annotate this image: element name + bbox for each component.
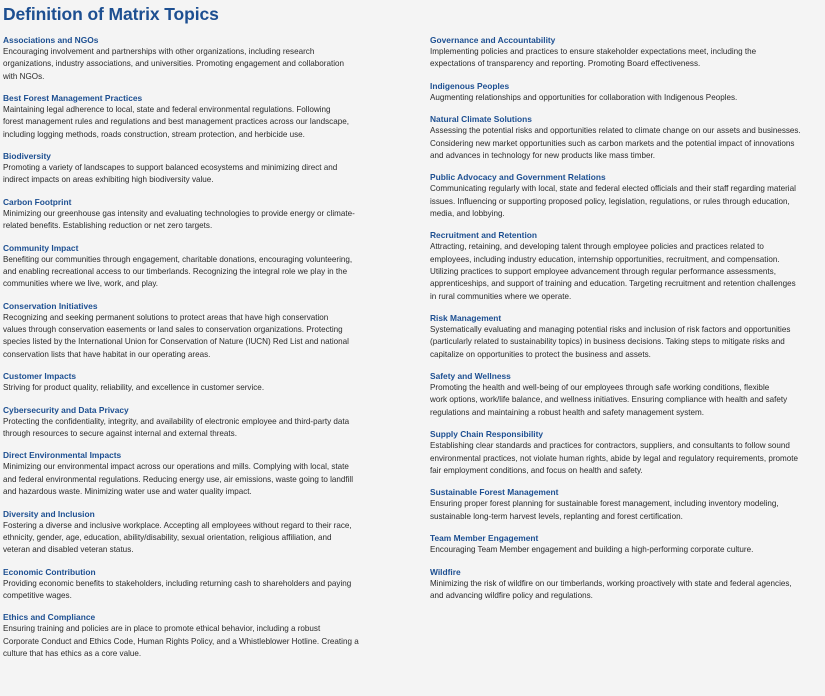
topic-description-line: Attracting, retaining, and developing talent through employee policies and practices related to xyxy=(430,242,764,252)
topic-wildfire xyxy=(430,566,822,603)
topic-supply-chain-responsibility xyxy=(430,428,822,477)
topic-description-line: Benefiting our communities through engagement, charitable donations, encouraging volunteering, xyxy=(3,254,353,264)
topic-title: Wildfire xyxy=(430,566,461,577)
topic-recruitment-and-retention xyxy=(430,229,822,302)
topic-title: Safety and Wellness xyxy=(430,371,511,382)
topic-description-line: regulations and maintaining a robust health and safety management system. xyxy=(430,407,705,417)
topic-biodiversity xyxy=(3,150,381,187)
topic-description-line: in rural communities where we operate. xyxy=(430,291,572,301)
topic-description-line: Augmenting relationships and opportunities for collaboration with Indigenous Peoples. xyxy=(430,92,738,102)
topic-description-line: values through conservation easements or land sales to conservation organizations. Protecting xyxy=(3,325,343,335)
topic-description-line: with NGOs. xyxy=(3,71,45,81)
topic-description-line: and federal environmental regulations. Reducing energy use, air emissions, waste going to landfill xyxy=(3,474,354,484)
topic-description-line: expectations of transparency and reporting. Promoting Board effectiveness. xyxy=(430,59,701,69)
topic-title: Risk Management xyxy=(430,313,502,324)
topic-title: Economic Contribution xyxy=(3,566,96,577)
topic-title: Best Forest Management Practices xyxy=(3,93,143,104)
topic-description-line: organizations, industry associations, and universities. Promoting engagement and collaboration xyxy=(3,59,345,69)
topic-indigenous-peoples xyxy=(430,80,822,104)
topic-description-line: media, and lobbying. xyxy=(430,208,505,218)
topic-title: Supply Chain Responsibility xyxy=(430,429,544,440)
topic-title: Biodiversity xyxy=(3,151,51,162)
topic-public-advocacy-and-government-relations xyxy=(430,171,822,220)
topic-safety-and-wellness xyxy=(430,370,822,419)
topic-description-line: culture that has ethics as a core value. xyxy=(3,648,142,658)
topic-title: Customer Impacts xyxy=(3,371,77,382)
topic-description-line: (particularly related to sustainability topics) in business decisions. Taking steps to mitigate risks and xyxy=(430,337,785,347)
topic-description-line: Considering new market opportunities such as carbon markets and the potential impact of innovations xyxy=(430,138,795,148)
topic-description-line: Minimizing our greenhouse gas intensity and evaluating technologies to provide energy or climate- xyxy=(3,208,355,218)
topic-title: Team Member Engagement xyxy=(430,533,539,544)
topic-description-line: Encouraging Team Member engagement and building a high-performing corporate culture. xyxy=(430,545,754,555)
topic-customer-impacts xyxy=(3,370,381,394)
topic-title: Carbon Footprint xyxy=(3,196,72,207)
page-title: Definition of Matrix Topics xyxy=(3,4,219,24)
topic-title: Natural Climate Solutions xyxy=(430,114,532,125)
topic-description-line: ethnicity, gender, age, education, ability/disability, sexual orientation, religious affiliation, and xyxy=(3,532,332,542)
right-column xyxy=(430,34,822,611)
topic-title: Cybersecurity and Data Privacy xyxy=(3,404,129,415)
topic-description-line: Promoting a variety of landscapes to support balanced ecosystems and minimizing direct and xyxy=(3,163,338,173)
topic-title: Governance and Accountability xyxy=(430,35,556,45)
topic-best-forest-management-practices xyxy=(3,92,381,141)
topic-description-line: conservation lists that have habitat in our operating areas. xyxy=(3,349,211,359)
topic-title: Ethics and Compliance xyxy=(3,612,96,623)
topic-description-line: competitive wages. xyxy=(3,590,72,600)
topic-description-line: through resources to secure against internal and external threats. xyxy=(3,428,237,438)
topic-description-line: Corporate Conduct and Ethics Code, Human Rights Policy, and a Whistleblower Hotline. Creating a xyxy=(3,636,359,646)
topic-title: Direct Environmental Impacts xyxy=(3,450,122,461)
topic-description-line: apprenticeships, and support of training and education. Targeting recruitment and retention challenges xyxy=(430,279,796,289)
topic-description-line: Communicating regularly with local, state and federal elected officials and their staff regarding material xyxy=(430,184,796,194)
topic-description-line: Minimizing the risk of wildfire on our timberlands, working proactively with state and federal agencies, xyxy=(430,578,792,588)
topic-description-line: Minimizing our environmental impact across our operations and mills. Complying with local, state xyxy=(3,462,349,472)
topic-description-line: and advancing wildfire policy and regulations. xyxy=(430,590,593,600)
topic-description-line: communities where we live, work, and play. xyxy=(3,279,159,289)
topic-direct-environmental-impacts xyxy=(3,449,381,498)
topic-diversity-and-inclusion xyxy=(3,508,381,557)
topic-description-line: Encouraging involvement and partnerships with other organizations, including research xyxy=(3,47,315,56)
topic-description-line: capitalize on opportunities to protect the business and assets. xyxy=(430,349,651,359)
topic-description-line: indirect impacts on areas exhibiting high biodiversity value. xyxy=(3,175,214,185)
topic-description-line: Recognizing and seeking permanent solutions to protect areas that have high conservation xyxy=(3,312,329,322)
topic-description-line: including logging methods, roads construction, stream protection, and herbicide use. xyxy=(3,129,305,139)
topic-title: Diversity and Inclusion xyxy=(3,508,95,519)
topic-description-line: Ensuring proper forest planning for sustainable forest management, including inventory modeling, xyxy=(430,499,779,509)
topic-description-line: Establishing clear standards and practices for contractors, suppliers, and consultants to follow sound xyxy=(430,441,790,451)
topic-description-line: Fostering a diverse and inclusive workplace. Accepting all employees without regard to their race, xyxy=(3,520,352,530)
topic-ethics-and-compliance xyxy=(3,611,381,660)
topic-description-line: and advances in technology for new products like mass timber. xyxy=(430,150,655,160)
topic-description-line: forest management rules and regulations and best management practices across our landscape, xyxy=(3,117,349,127)
topic-description-line: veteran and disabled veteran status. xyxy=(3,545,134,555)
topic-description-line: environmental practices, not violate human rights, abide by legal and regulatory requirements, promote xyxy=(430,453,799,463)
topic-description-line: and hazardous waste. Minimizing water use and water quality impact. xyxy=(3,487,252,497)
topic-description-line: Striving for product quality, reliability, and excellence in customer service. xyxy=(3,383,265,393)
topic-description-line: Providing economic benefits to stakeholders, including returning cash to shareholders and paying xyxy=(3,578,352,588)
topic-sustainable-forest-management xyxy=(430,486,822,523)
topic-team-member-engagement xyxy=(430,532,822,556)
topic-description-line: Protecting the confidentiality, integrity, and availability of electronic employee and third-party data xyxy=(3,416,350,426)
topic-description-line: Maintaining legal adherence to local, state and federal environmental regulations. Following xyxy=(3,105,331,115)
left-column xyxy=(3,34,381,669)
topic-title: Sustainable Forest Management xyxy=(430,487,559,498)
topic-risk-management xyxy=(430,312,822,361)
topic-description-line: employees, including industry education, internship opportunities, recruitment, and compensation. xyxy=(430,254,780,264)
topic-natural-climate-solutions xyxy=(430,113,822,162)
topic-description-line: related benefits. Establishing reduction or net zero targets. xyxy=(3,221,213,231)
topic-description-line: Implementing policies and practices to ensure stakeholder expectations meet, including the xyxy=(430,47,757,56)
topic-governance-and-accountability xyxy=(430,34,822,71)
topic-description-line: Systematically evaluating and managing potential risks and inclusion of risk factors and opportunities xyxy=(430,325,791,335)
topic-conservation-initiatives xyxy=(3,300,381,361)
topic-description-line: issues. Influencing or supporting proposed policy, legislation, regulations, or rules through education, xyxy=(430,196,790,206)
topic-cybersecurity-and-data-privacy xyxy=(3,404,381,441)
topic-title: Indigenous Peoples xyxy=(430,80,510,91)
topic-economic-contribution xyxy=(3,566,381,603)
topic-description-line: fair employment conditions, and focus on health and safety. xyxy=(430,465,643,475)
topic-description-line: and enabling recreational access to our timberlands. Recognizing the integral role we play in the xyxy=(3,267,348,277)
topic-associations-and-ngos xyxy=(3,34,381,83)
topic-description-line: work options, work/life balance, and wellness initiatives. Ensuring compliance with health and safety xyxy=(430,395,788,405)
topic-title: Recruitment and Retention xyxy=(430,230,538,241)
topic-carbon-footprint xyxy=(3,196,381,233)
topic-community-impact xyxy=(3,242,381,291)
topic-description-line: Utilizing practices to support employee advancement through regular performance assessments, xyxy=(430,267,776,277)
topic-title: Community Impact xyxy=(3,242,79,253)
topic-title: Associations and NGOs xyxy=(3,35,99,45)
topic-title: Conservation Initiatives xyxy=(3,300,98,311)
topic-description-line: sustainable long-term harvest levels, replanting and forest certification. xyxy=(430,511,683,521)
topic-description-line: species listed by the International Union for Conservation of Nature (IUCN) Red List and national xyxy=(3,337,349,347)
topic-description-line: Promoting the health and well-being of our employees through safe working conditions, flexible xyxy=(430,383,770,393)
topic-description-line: Assessing the potential risks and opportunities related to climate change on our assets and businesses. xyxy=(430,126,801,136)
topic-description-line: Ensuring training and policies are in place to promote ethical behavior, including a robust xyxy=(3,624,321,634)
topic-title: Public Advocacy and Government Relations xyxy=(430,172,606,183)
